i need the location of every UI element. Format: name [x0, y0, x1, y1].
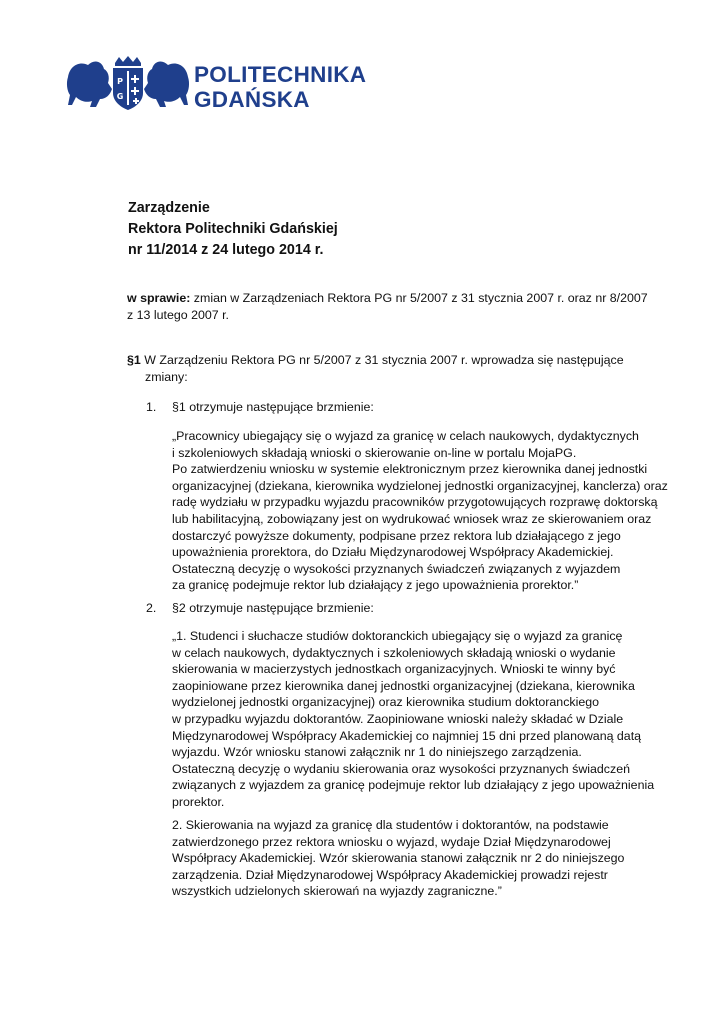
subject-line-1: zmian w Zarządzeniach Rektora PG nr 5/2007 z 31 stycznia 2007 r. oraz nr 8/2007 — [190, 291, 648, 305]
quote-2-line: w przypadku wyjazdu doktorantów. Zaopiniowane wnioski należy składać w Dziale — [172, 711, 624, 726]
title-line-1: Zarządzenie — [128, 200, 210, 216]
quote-1-line: Ostateczną decyzję o wysokości przyznanych świadczeń związanych z wyjazdem — [172, 561, 621, 576]
quote-3-line: wszystkich udzielonych skierowań na wyjazdy zagraniczne.” — [172, 884, 502, 899]
quote-item-2-part-2 — [172, 817, 648, 900]
section-1-line-1: W Zarządzeniu Rektora PG nr 5/2007 z 31 stycznia 2007 r. wprowadza się następujące — [140, 353, 624, 367]
quote-3-line: 2. Skierowania na wyjazd za granicę dla studentów i doktorantów, na podstawie — [172, 818, 609, 832]
list-item-2 — [146, 600, 646, 617]
title-line-2: Rektora Politechniki Gdańskiej — [128, 221, 338, 237]
list-item-2-intro: §2 otrzymuje następujące brzmienie: — [172, 601, 374, 615]
quote-2-line: „1. Studenci i słuchacze studiów doktoranckich ubiegający się o wyjazd za granicę — [172, 629, 623, 643]
quote-2-line: w celach naukowych, dydaktycznych i szkoleniowych składają wnioski o wydanie — [172, 645, 616, 660]
crest-letter-g: G — [116, 92, 124, 101]
university-crest-icon — [66, 55, 190, 115]
quote-1-line: za granicę podejmuje rektor lub działający z jego upoważnienia prorektor.” — [172, 578, 579, 593]
quote-1-line: i szkoleniowych składają wnioski o skierowanie on-line w portalu MojaPG. — [172, 445, 577, 460]
logo-line-2: GDAŃSKA — [194, 87, 310, 112]
quote-1-line: organizacyjnej (dziekana, kierownika wydzielonej jednostki organizacyjnej, kanclerza) oraz — [172, 478, 668, 493]
section-symbol: §1 — [127, 353, 141, 367]
logo-wordmark — [194, 62, 366, 112]
list-item-1-number: 1. — [146, 400, 157, 414]
title-line-3: nr 11/2014 z 24 lutego 2014 r. — [128, 242, 324, 258]
logo-line-1: POLITECHNIKA — [194, 62, 367, 87]
quote-2-line: skierowania w macierzystych jednostkach organizacyjnych. Wnioski te winny być — [172, 662, 616, 677]
university-logo — [66, 55, 366, 115]
quote-2-line: zaopiniowane przez kierownika danej jednostki organizacyjnej (dziekana, kierownika — [172, 678, 635, 693]
subject-paragraph — [127, 290, 657, 323]
quote-2-line: prorektor. — [172, 794, 225, 809]
quote-item-2-part-1 — [172, 628, 655, 811]
quote-1-line: „Pracownicy ubiegający się o wyjazd za granicę w celach naukowych, dydaktycznych — [172, 429, 639, 443]
quote-1-line: radę wydziału w przypadku wyjazdu pracowników przygotowujących rozprawę doktorską — [172, 495, 658, 510]
quote-2-line: Ostateczną decyzję o wydaniu skierowania oraz wysokości przyznanych świadczeń — [172, 761, 630, 776]
quote-2-line: związanych z wyjazdem za granicę podejmuje rektor lub działający z jego upoważnienia — [172, 778, 655, 793]
section-1 — [127, 352, 657, 385]
list-item-1 — [146, 399, 646, 416]
subject-line-2: z 13 lutego 2007 r. — [127, 307, 229, 322]
quote-2-line: wyjazdu. Wzór wniosku stanowi załącznik nr 1 do niniejszego zarządzenia. — [172, 745, 582, 760]
quote-3-line: zarządzenia. Dział Międzynarodowej Współpracy Akademickiej prowadzi rejestr — [172, 867, 608, 882]
quote-2-line: wydzielonej jednostki organizacyjnej) oraz kierownika studium doktoranckiego — [172, 695, 600, 710]
quote-3-line: zatwierdzonego przez rektora wniosku o wyjazd, wydaje Dział Międzynarodowej — [172, 834, 611, 849]
quote-1-line: Po zatwierdzeniu wniosku w systemie elektronicznym przez kierownika danej jednostki — [172, 462, 648, 477]
quote-2-line: Międzynarodowej Współpracy Akademickiej co najmniej 15 dni przed planowaną datą — [172, 728, 642, 743]
subject-label: w sprawie: — [127, 291, 191, 305]
quote-1-line: upoważnienia prorektora, do Działu Międzynarodowej Współpracy Akademickiej. — [172, 545, 614, 560]
quote-1-line: lub habilitacyjną, zobowiązany jest on wydrukować wniosek wraz ze skierowaniem oraz — [172, 511, 652, 526]
crest-letter-p: P — [117, 77, 123, 86]
list-item-2-number: 2. — [146, 601, 157, 615]
quote-item-1 — [172, 428, 668, 594]
document-title — [128, 198, 338, 261]
section-1-line-2: zmiany: — [145, 369, 188, 384]
quote-1-line: dostarczyć powyższe dokumenty, podpisane przez rektora lub działającego z jego — [172, 528, 621, 543]
quote-3-line: Współpracy Akademickiej. Wzór skierowania stanowi załącznik nr 2 do niniejszego — [172, 851, 625, 866]
list-item-1-intro: §1 otrzymuje następujące brzmienie: — [172, 400, 374, 414]
